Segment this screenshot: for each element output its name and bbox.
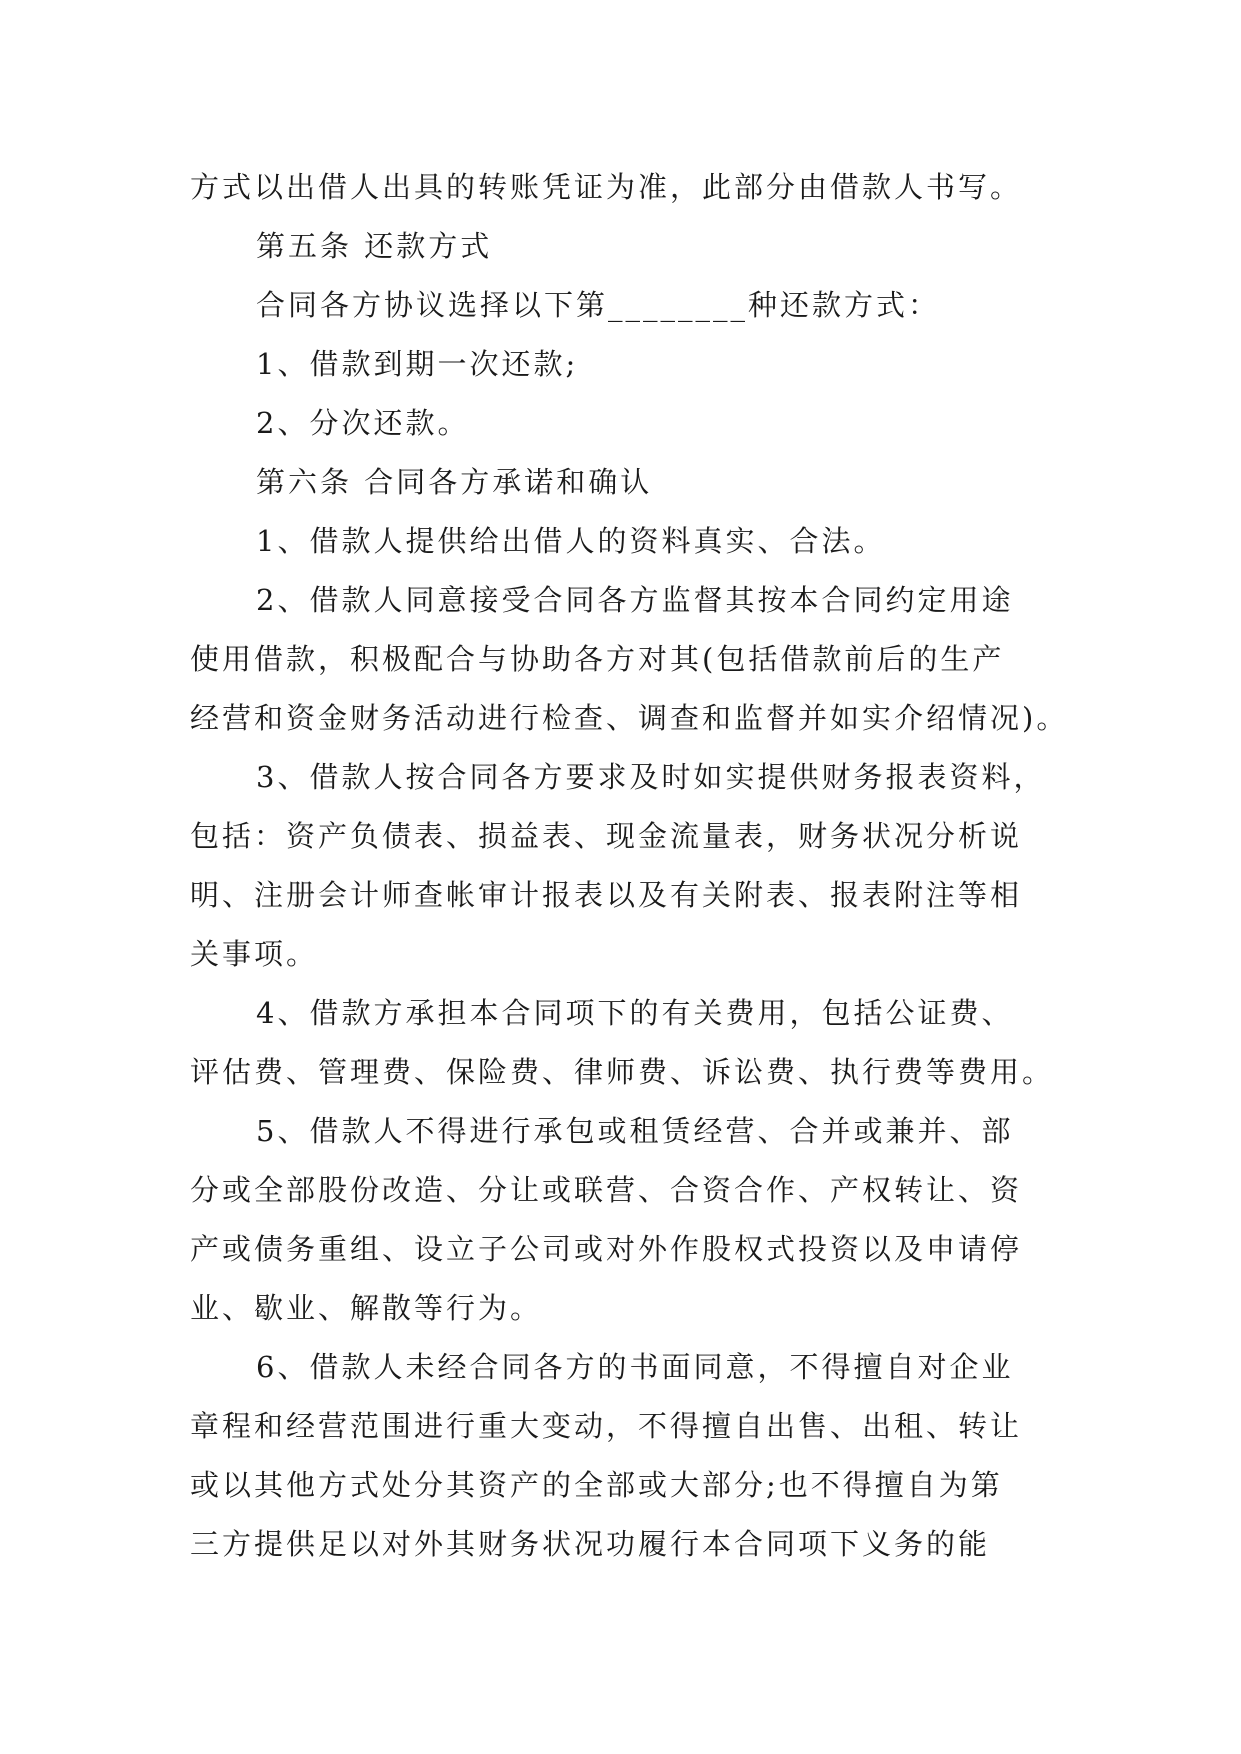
text-line: 评估费、管理费、保险费、律师费、诉讼费、执行费等费用。: [190, 1055, 1055, 1089]
list-item: 5、借款人不得进行承包或租赁经营、合并或兼并、部: [256, 1114, 1014, 1148]
text-line: 方式以出借人出具的转账凭证为准，此部分由借款人书写。: [190, 170, 1023, 204]
text-line: 明、注册会计师查帐审计报表以及有关附表、报表附注等相: [190, 878, 1023, 912]
text-line: 产或债务重组、设立子公司或对外作股权式投资以及申请停: [190, 1232, 1023, 1266]
list-item: 1、借款到期一次还款;: [256, 347, 579, 381]
document-page: [190, 158, 1069, 1574]
list-item: 4、借款方承担本合同项下的有关费用，包括公证费、: [256, 996, 1014, 1030]
text-line: 经营和资金财务活动进行检查、调查和监督并如实介绍情况)。: [190, 701, 1069, 735]
list-item: 2、借款人同意接受合同各方监督其按本合同约定用途: [256, 583, 1014, 617]
text-line: 三方提供足以对外其财务状况功履行本合同项下义务的能: [190, 1527, 991, 1561]
list-item: 3、借款人按合同各方要求及时如实提供财务报表资料，: [256, 760, 1046, 794]
text-line: 使用借款，积极配合与协助各方对其(包括借款前后的生产: [190, 642, 1005, 676]
list-item: 1、借款人提供给出借人的资料真实、合法。: [256, 524, 886, 558]
section-heading-article-6: 第六条 合同各方承诺和确认: [256, 465, 653, 499]
text-line: 章程和经营范围进行重大变动，不得擅自出售、出租、转让: [190, 1409, 1023, 1443]
text-line: 业、歇业、解散等行为。: [190, 1291, 543, 1325]
list-item: 2、分次还款。: [256, 406, 470, 440]
section-heading-article-5: 第五条 还款方式: [256, 229, 493, 263]
text-line: 或以其他方式处分其资产的全部或大部分;也不得擅自为第: [190, 1468, 1003, 1502]
text-line: 分或全部股份改造、分让或联营、合资合作、产权转让、资: [190, 1173, 1023, 1207]
text-line: 合同各方协议选择以下第________种还款方式：: [256, 288, 941, 322]
text-line: 包括：资产负债表、损益表、现金流量表，财务状况分析说: [190, 819, 1023, 853]
text-line: 关事项。: [190, 937, 319, 971]
list-item: 6、借款人未经合同各方的书面同意，不得擅自对企业: [256, 1350, 1014, 1384]
